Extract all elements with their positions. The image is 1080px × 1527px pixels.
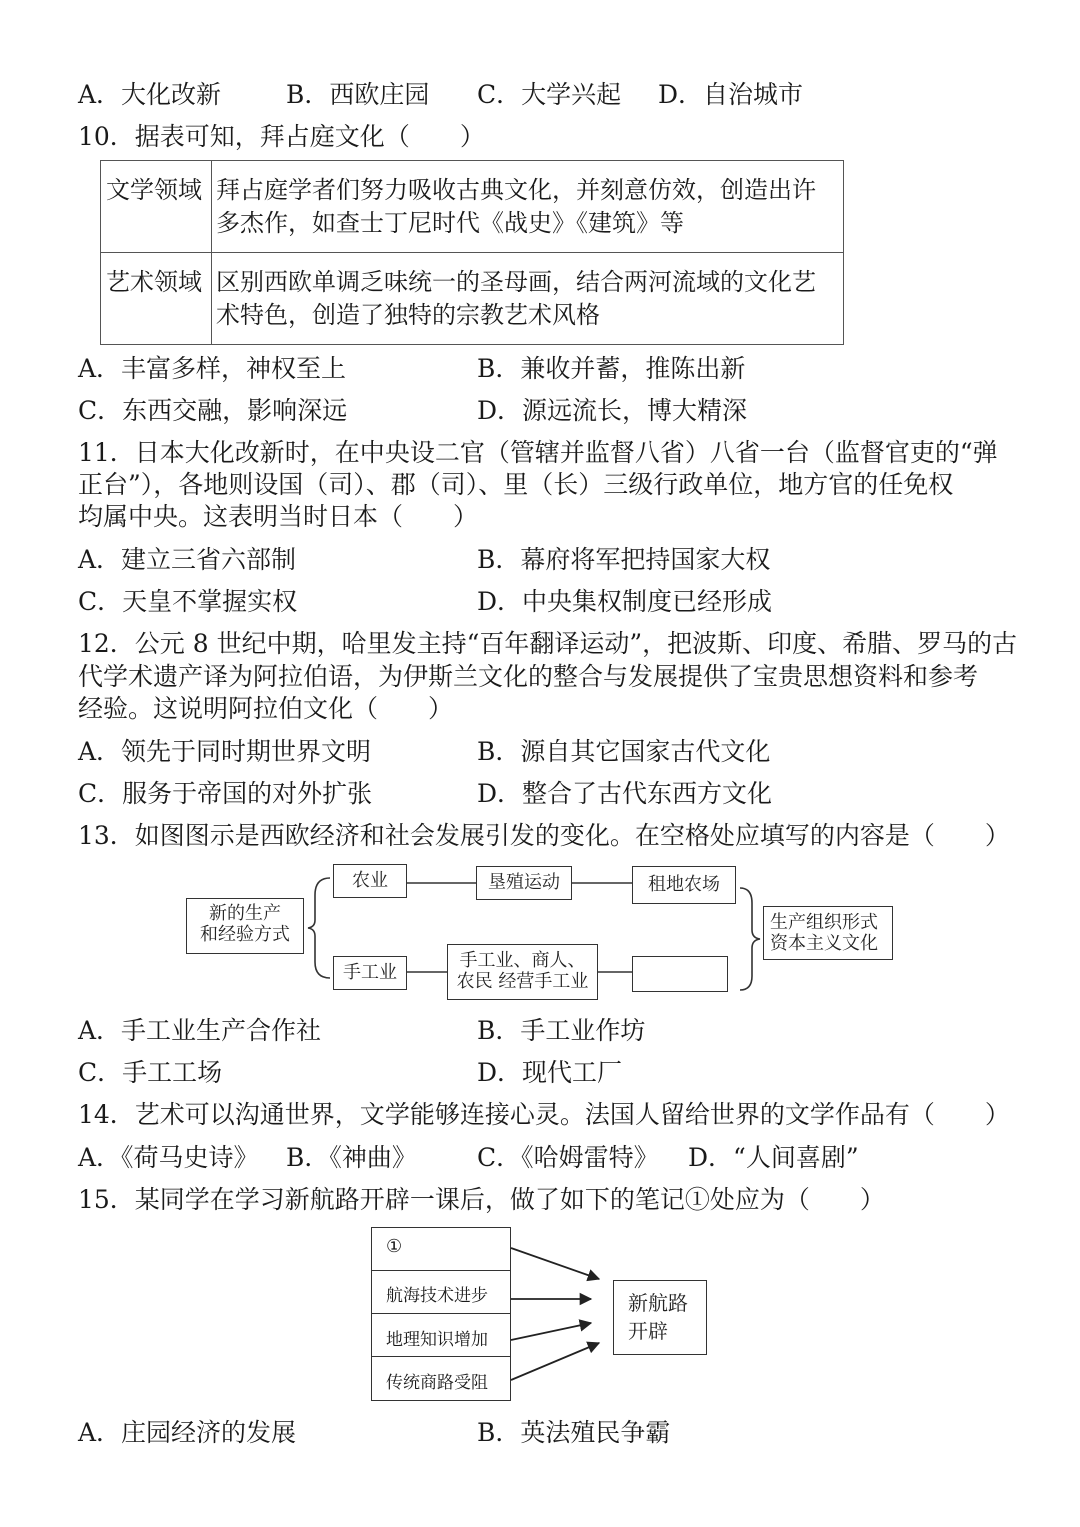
q15-cause-blank-label: ① — [386, 1236, 403, 1257]
q10-option-b[interactable]: B．兼收并蓄，推陈出新 — [477, 354, 746, 383]
q11-option-a[interactable]: A．建立三省六部制 — [78, 545, 297, 574]
q15-cause-navigation-label: 航海技术进步 — [386, 1286, 488, 1306]
q10-stem: 10．据表可知，拜占庭文化（ ） — [78, 122, 485, 151]
q14-option-c[interactable]: C．《哈姆雷特》 — [477, 1143, 659, 1172]
q13-option-b[interactable]: B．手工业作坊 — [477, 1016, 646, 1045]
q12-stem-line1: 12．公元 8 世纪中期，哈里发主持“百年翻译运动”，把波斯、印度、希腊、罗马的古 — [78, 629, 1018, 658]
q13-box-new-production-line1: 新的生产 — [209, 903, 281, 924]
q10-field-art: 艺术领域 — [101, 253, 212, 345]
q15-cause-trade-route-label: 传统商路受阻 — [386, 1373, 488, 1393]
q11-option-c[interactable]: C．天皇不掌握实权 — [78, 587, 298, 616]
q13-box-result-line2: 资本主义文化 — [770, 933, 878, 954]
q11-stem-line2: 正台”），各地则设国（司）、郡（司）、里（长）三级行政单位，地方官的任免权 — [78, 470, 954, 499]
q10-desc-art-line2: 术特色，创造了独特的宗教艺术风格 — [216, 301, 600, 329]
q11-stem-line1: 11．日本大化改新时，在中央设二官（管辖并监督八省）八省一台（监督官吏的“弹 — [78, 438, 998, 467]
q9-option-c[interactable]: C．大学兴起 — [477, 80, 622, 109]
q13-box-handicraft-label: 手工业 — [343, 962, 397, 983]
q10-option-d[interactable]: D．源远流长，博大精深 — [477, 396, 748, 425]
q13-box-operators-line1: 手工业、商人、 — [459, 950, 586, 971]
q15-box-new-route-line2: 开辟 — [628, 1319, 668, 1343]
q15-arrow-4 — [511, 1343, 599, 1380]
q10-option-a[interactable]: A．丰富多样，神权至上 — [78, 354, 347, 383]
q9-option-b[interactable]: B．西欧庄园 — [286, 80, 430, 109]
q15-option-a[interactable]: A．庄园经济的发展 — [78, 1418, 297, 1447]
q13-box-tenant-farm-label: 租地农场 — [648, 874, 720, 895]
q15-box-new-route — [613, 1280, 707, 1355]
q12-stem-line3: 经验。这说明阿拉伯文化（ ） — [78, 694, 454, 723]
q13-box-operators-line2: 农民 经营手工业 — [456, 971, 589, 992]
q13-option-a[interactable]: A．手工业生产合作社 — [78, 1016, 322, 1045]
q10-desc-literature-line1: 拜占庭学者们努力吸收古典文化，并刻意仿效，创造出许 — [216, 176, 816, 204]
q12-option-b[interactable]: B．源自其它国家古代文化 — [477, 737, 771, 766]
q12-option-c[interactable]: C．服务于帝国的对外扩张 — [78, 779, 373, 808]
q10-field-literature: 文学领域 — [101, 161, 212, 253]
q10-desc-art-line1: 区别西欧单调乏味统一的圣母画，结合两河流域的文化艺 — [216, 268, 816, 296]
q15-arrow-3 — [511, 1323, 591, 1340]
q14-option-a[interactable]: A．《荷马史诗》 — [78, 1143, 259, 1172]
q9-option-d[interactable]: D．自治城市 — [658, 80, 804, 109]
q13-box-agriculture-label: 农业 — [352, 870, 388, 891]
q9-option-a[interactable]: A．大化改新 — [78, 80, 222, 109]
q15-option-b[interactable]: B．英法殖民争霸 — [477, 1418, 671, 1447]
q11-option-b[interactable]: B．幕府将军把持国家大权 — [477, 545, 771, 574]
q13-box-new-production-line2: 和经验方式 — [200, 924, 290, 945]
q12-option-a[interactable]: A．领先于同时期世界文明 — [78, 737, 372, 766]
q13-option-d[interactable]: D．现代工厂 — [477, 1058, 623, 1087]
q13-box-result-line1: 生产组织形式 — [770, 912, 878, 933]
q14-option-d[interactable]: D．“人间喜剧” — [688, 1143, 859, 1172]
q15-stem: 15．某同学在学习新航路开辟一课后，做了如下的笔记①处应为（ ） — [78, 1185, 885, 1214]
q11-option-d[interactable]: D．中央集权制度已经形成 — [477, 587, 773, 616]
q13-box-reclamation-label: 垦殖运动 — [488, 872, 560, 893]
q12-stem-line2: 代学术遗产译为阿拉伯语，为伊斯兰文化的整合与发展提供了宝贵思想资料和参考 — [78, 662, 979, 691]
q10-option-c[interactable]: C．东西交融，影响深远 — [78, 396, 348, 425]
q14-option-b[interactable]: B．《神曲》 — [286, 1143, 417, 1172]
q15-box-new-route-line1: 新航路 — [628, 1291, 688, 1315]
q10-desc-literature-line2: 多杰作，如查士丁尼时代《战史》《建筑》等 — [216, 209, 684, 237]
q15-arrow-1 — [511, 1248, 599, 1279]
q13-stem: 13．如图图示是西欧经济和社会发展引发的变化。在空格处应填写的内容是（ ） — [78, 821, 1010, 850]
q11-stem-line3: 均属中央。这表明当时日本（ ） — [78, 502, 479, 531]
q12-option-d[interactable]: D．整合了古代东西方文化 — [477, 779, 773, 808]
q14-stem: 14．艺术可以沟通世界，文学能够连接心灵。法国人留给世界的文学作品有（ ） — [78, 1100, 1010, 1129]
q15-cause-geography-label: 地理知识增加 — [386, 1330, 488, 1350]
q13-option-c[interactable]: C．手工工场 — [78, 1058, 223, 1087]
